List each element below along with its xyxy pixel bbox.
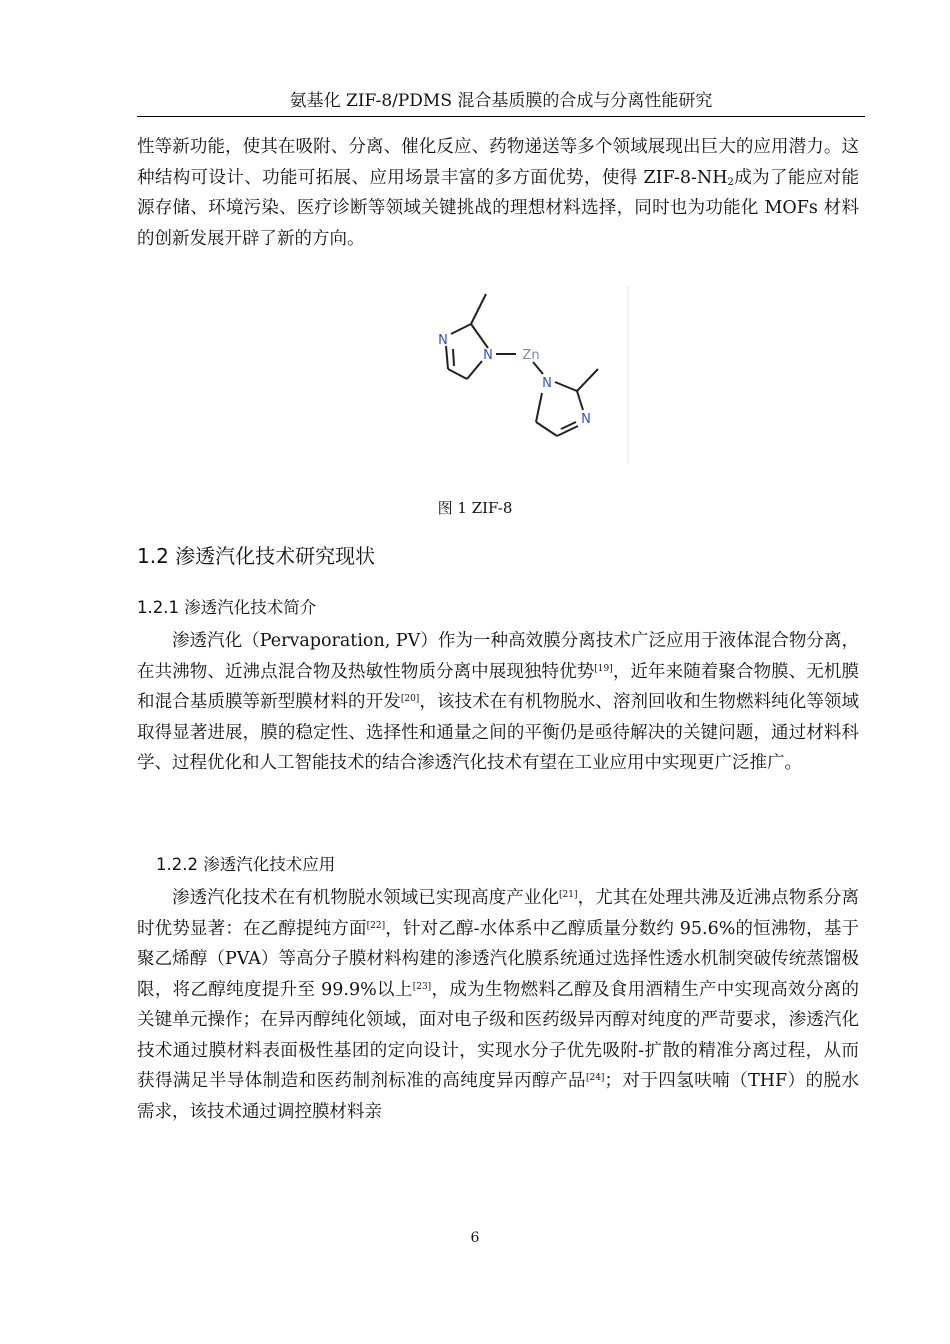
atom-label-n1: N [438,333,448,348]
para-text: ，尤其在处理共沸及近沸点物系分离时优势显著：在乙醇提纯方面 [137,888,860,939]
atom-label-n3: N [542,376,552,391]
citation-19: [19] [594,663,613,674]
citation-22: [22] [366,920,386,931]
citation-23: [23] [412,981,432,992]
citation-24: [24] [585,1073,605,1083]
zif8-structure-figure [430,286,630,464]
para-text: ；对于四氢呋喃（THF）的脱水需求，该技术通过调控膜材料亲 [137,1071,860,1122]
para-text: 渗透汽化（Pervaporation, PV）作为一种高效膜分离技术广泛应用于液体混合物分离，在共沸物、近沸点混合物及热敏性物质分离中展现独特优势 [137,631,859,682]
intro-text-a: 性等新功能，使其在吸附、分离、催化反应、药物递送等多个领域展现出巨大的应用潜力。这种结构可设计、功能可拓展、应用场景丰富的多方面优势，使得 ZIF-8-NH [137,137,859,188]
pervaporation-intro-paragraph [137,626,859,779]
atom-label-n2: N [483,348,493,363]
running-header: 氨基化 ZIF-8/PDMS 混合基质膜的合成与分离性能研究 [289,91,713,111]
para-text: ，针对乙醇-水体系中乙醇质量分数约 95.6%的恒沸物，基于聚乙烯醇（PVA）等高分子膜材料构建的渗透汽化膜系统通过选择性透水机制突破传统蒸馏极限，将乙醇纯度提升至 99.9%以上 [137,918,859,1000]
para-text: ，成为生物燃料乙醇及食用酒精生产中实现高效分离的关键单元操作；在异丙醇纯化领域，面对电子级和医药级异丙醇对纯度的严苛要求，渗透汽化技术通过膜材料表面极性基团的定向设计，实现水分子优先吸附-扩散的精准分离过程，从而获得满足半导体制造和医药制剂标准的高纯度异丙醇产品 [137,979,860,1091]
citation-21: [21] [559,890,578,900]
para-text: ，该技术在有机物脱水、溶剂回收和生物燃料纯化等领域取得显著进展，膜的稳定性、选择性和通量之间的平衡仍是亟待解决的关键问题，通过材料科学、过程优化和人工智能技术的结合渗透汽化技术有望在工业应用中实现更广泛推广。 [137,692,860,773]
zn-n-bond [533,362,543,374]
atom-label-zn: Zn [522,348,540,363]
header-rule [137,116,865,117]
para-text: ，近年来随着聚合物膜、无机膜和混合基质膜等新型膜材料的开发 [137,661,860,712]
para-text: 渗透汽化技术在有机物脱水领域已实现高度产业化 [172,888,560,908]
intro-paragraph [137,132,859,254]
section-heading-1-2-1: 1.2.1 渗透汽化技术简介 [137,598,317,617]
intro-text-b: 成为了能应对能源存储、环境污染、医疗诊断等领域关键挑战的理想材料选择，同时也为功能化 MOFs 材料的创新发展开辟了新的方向。 [137,167,860,249]
figure-caption: 图 1 ZIF-8 [437,499,513,517]
pervaporation-application-paragraph [137,883,859,1127]
section-heading-1-2-2: 1.2.2 渗透汽化技术应用 [156,855,336,874]
page-number: 6 [470,1230,480,1246]
section-heading-1-2: 1.2 渗透汽化技术研究现状 [137,544,376,568]
atom-label-n4: N [581,412,591,427]
citation-20: [20] [400,694,420,704]
subscript-2: 2 [727,176,734,188]
imidazole-ring-top [446,294,488,379]
